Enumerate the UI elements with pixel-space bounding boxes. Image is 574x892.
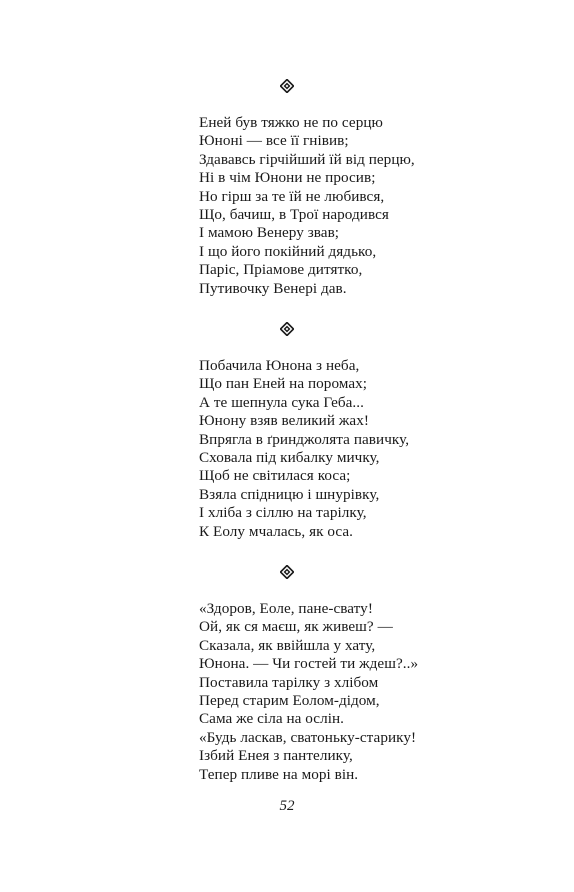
- verse-line: Паріс, Пріамове дитятко,: [199, 261, 363, 279]
- verse-line: І мамою Венеру звав;: [199, 224, 340, 242]
- verse-line: Ізбий Енея з пантелику,: [199, 747, 353, 765]
- verse-line: Юноні — все її гнівив;: [199, 132, 349, 150]
- verse-line: Сховала під кибалку мичку,: [199, 449, 380, 467]
- verse-line: Ні в чім Юнони не просив;: [199, 169, 376, 187]
- stanza-1: [199, 114, 415, 298]
- verse-line: Сама же сіла на ослін.: [199, 710, 345, 728]
- verse-line: «Здоров, Еоле, пане-свату!: [199, 600, 373, 617]
- page-number: 52: [279, 798, 295, 814]
- verse-line: Но гірш за те їй не любився,: [199, 187, 385, 205]
- stanza-2: [199, 357, 409, 541]
- verse-line: Здававсь гірчійший їй від перцю,: [199, 150, 415, 168]
- verse-line: Юнону взяв великий жах!: [199, 412, 369, 430]
- verse-line: Взяла спідницю і шнурівку,: [199, 485, 380, 503]
- verse-line: А те шепнула сука Геба...: [199, 393, 364, 411]
- verse-line: Путивочку Венері дав.: [199, 279, 347, 297]
- verse-line: І що його покійний дядько,: [199, 242, 377, 260]
- verse-line: Ой, як ся маєш, як живеш? —: [199, 618, 393, 636]
- diamond-ornament-icon: [280, 79, 294, 93]
- verse-line: Побачила Юнона з неба,: [199, 357, 360, 374]
- diamond-ornament-icon: [280, 565, 294, 579]
- diamond-ornament-icon: [280, 322, 294, 336]
- verse-line: Поставила тарілку з хлібом: [199, 673, 379, 691]
- verse-line: Впрягла в ґринджолята павичку,: [199, 430, 410, 448]
- verse-line: Що пан Еней на поромах;: [199, 375, 368, 393]
- verse-line: Що, бачиш, в Трої народився: [199, 206, 389, 224]
- verse-line: Юнона. — Чи гостей ти ждеш?..»: [199, 655, 419, 673]
- verse-line: Щоб не світилася коса;: [199, 467, 351, 485]
- verse-line: Перед старим Еолом-дідом,: [199, 692, 380, 710]
- verse-line: К Еолу мчалась, як оса.: [199, 522, 354, 540]
- verse-line: «Будь ласкав, сватоньку-старику!: [199, 728, 417, 746]
- stanza-3: [199, 600, 418, 784]
- verse-line: Еней був тяжко не по серцю: [199, 114, 383, 131]
- verse-line: Тепер пливе на морі він.: [199, 765, 359, 783]
- verse-line: Сказала, як ввійшла у хату,: [199, 636, 376, 654]
- verse-line: І хліба з сіллю на тарілку,: [199, 504, 367, 522]
